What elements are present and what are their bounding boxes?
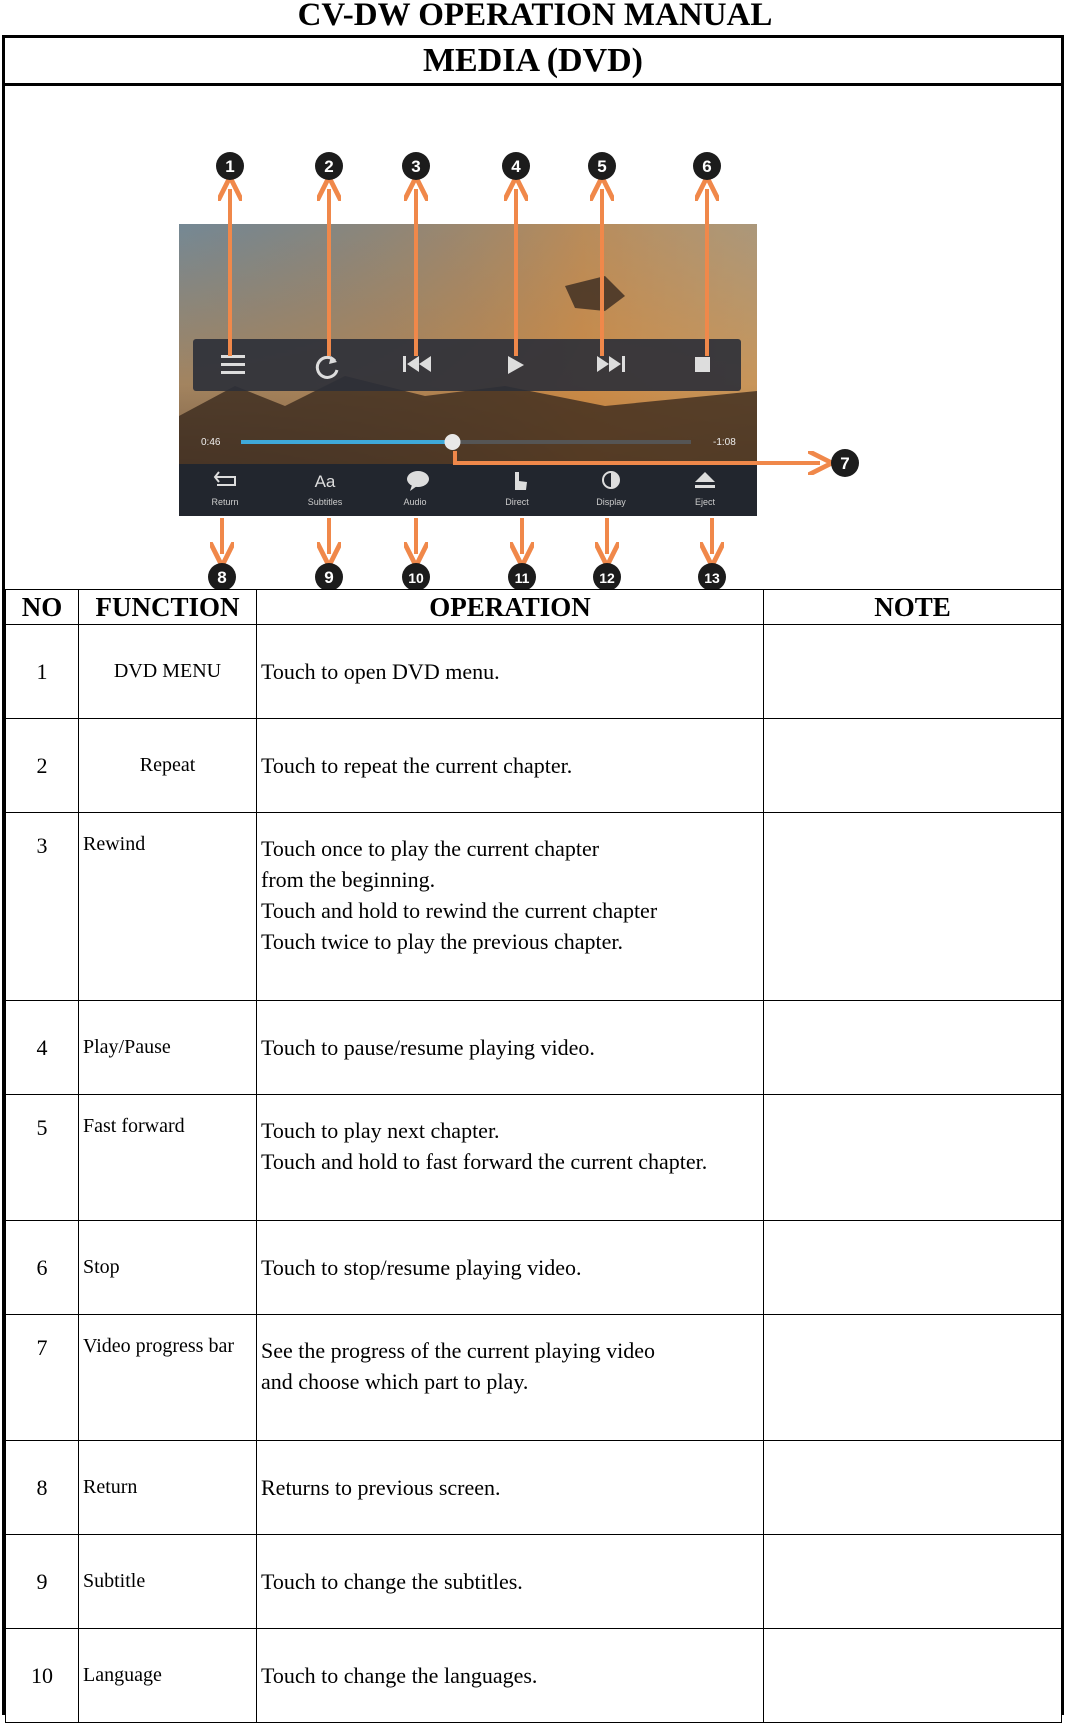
operation-line: Touch to change the subtitles.: [261, 1569, 523, 1594]
badge-4: 4: [511, 157, 521, 176]
operation-line: Touch once to play the current chapter: [261, 836, 600, 861]
row-operation: [257, 1315, 764, 1441]
row-note: [764, 719, 1062, 813]
audio-label: Audio: [403, 497, 427, 507]
row-function: Play/Pause: [79, 1001, 257, 1095]
badge-12: 12: [599, 570, 615, 586]
badge-10: 10: [408, 570, 424, 586]
operation-line: Touch to pause/resume playing video.: [261, 1035, 595, 1060]
table-row: [6, 1441, 1062, 1535]
playback-control-bar: [193, 339, 741, 391]
row-no: 7: [6, 1315, 79, 1441]
progress-knob[interactable]: [445, 434, 461, 450]
row-note: [764, 1095, 1062, 1221]
progress-fill: [241, 440, 453, 444]
figure-svg: [5, 86, 1067, 590]
operation-line: Touch twice to play the previous chapter.: [261, 929, 623, 954]
operation-line: Touch to play next chapter.: [261, 1118, 500, 1143]
row-note: [764, 813, 1062, 1001]
row-no: 10: [6, 1629, 79, 1723]
function-bar: [179, 464, 757, 516]
header-no: NO: [6, 590, 79, 625]
eject-label: Eject: [694, 497, 716, 507]
row-function: Subtitle: [79, 1535, 257, 1629]
table-row: [6, 719, 1062, 813]
return-label: Return: [211, 497, 239, 507]
row-function: Return: [79, 1441, 257, 1535]
dvd-screen-figure: [5, 86, 1061, 590]
row-function: Rewind: [79, 813, 257, 1001]
row-no: 4: [6, 1001, 79, 1095]
operation-line: Touch to open DVD menu.: [261, 659, 500, 684]
manual-sheet: [2, 35, 1064, 1715]
operation-line: Touch to change the languages.: [261, 1663, 538, 1688]
header-note: NOTE: [764, 590, 1062, 625]
row-function: DVD MENU: [79, 625, 257, 719]
function-table-wrapper: [5, 589, 1061, 1723]
table-header-row: [6, 590, 1062, 625]
row-no: 1: [6, 625, 79, 719]
row-no: 5: [6, 1095, 79, 1221]
row-function: Stop: [79, 1221, 257, 1315]
badge-1: 1: [225, 157, 235, 176]
row-operation: [257, 1221, 764, 1315]
document-title: CV-DW OPERATION MANUAL: [297, 0, 773, 33]
row-operation: [257, 1001, 764, 1095]
operation-line: Touch and hold to rewind the current chapter: [261, 898, 658, 923]
row-operation: [257, 813, 764, 1001]
badge-13: 13: [704, 570, 720, 586]
table-row: [6, 1095, 1062, 1221]
table-row: [6, 625, 1062, 719]
row-operation: [257, 1441, 764, 1535]
table-row: [6, 1629, 1062, 1723]
operation-line: from the beginning.: [261, 867, 436, 892]
row-operation: [257, 625, 764, 719]
row-function: Repeat: [79, 719, 257, 813]
row-note: [764, 1315, 1062, 1441]
function-table: [5, 589, 1062, 1723]
table-row: [6, 1001, 1062, 1095]
row-function: Language: [79, 1629, 257, 1723]
table-row: [6, 1221, 1062, 1315]
row-note: [764, 1629, 1062, 1723]
row-function: Video progress bar: [79, 1315, 257, 1441]
badge-3: 3: [411, 157, 421, 176]
operation-line: Returns to previous screen.: [261, 1475, 501, 1500]
badge-8: 8: [217, 568, 227, 587]
operation-line: Touch to repeat the current chapter.: [261, 753, 573, 778]
row-note: [764, 1221, 1062, 1315]
badge-6: 6: [702, 157, 712, 176]
operation-line: Touch to stop/resume playing video.: [261, 1255, 582, 1280]
header-operation: OPERATION: [257, 590, 764, 625]
row-note: [764, 1001, 1062, 1095]
remaining-time: -1:08: [713, 437, 736, 448]
badge-11: 11: [514, 570, 530, 586]
operation-line: Touch and hold to fast forward the current chapter.: [261, 1149, 708, 1174]
subtitles-label: Subtitles: [307, 497, 343, 507]
badge-9: 9: [324, 568, 334, 587]
row-operation: [257, 1095, 764, 1221]
table-row: [6, 1315, 1062, 1441]
row-no: 9: [6, 1535, 79, 1629]
operation-line: and choose which part to play.: [261, 1369, 529, 1394]
badge-5: 5: [597, 157, 607, 176]
header-function: FUNCTION: [79, 590, 257, 625]
row-note: [764, 1441, 1062, 1535]
bottom-callout-arrows: [222, 518, 712, 554]
row-note: [764, 625, 1062, 719]
row-operation: [257, 1535, 764, 1629]
stop-icon[interactable]: [695, 357, 710, 372]
operation-line: See the progress of the current playing video: [261, 1338, 656, 1363]
badge-2: 2: [324, 157, 334, 176]
display-label: Display: [596, 497, 626, 507]
direct-label: Direct: [505, 497, 529, 507]
row-no: 6: [6, 1221, 79, 1315]
section-title: MEDIA (DVD): [5, 38, 1061, 86]
row-operation: [257, 719, 764, 813]
row-note: [764, 1535, 1062, 1629]
row-no: 8: [6, 1441, 79, 1535]
row-no: 3: [6, 813, 79, 1001]
menu-icon[interactable]: [221, 355, 245, 374]
badge-7: 7: [840, 454, 850, 473]
row-no: 2: [6, 719, 79, 813]
row-operation: [257, 1629, 764, 1723]
table-row: [6, 1535, 1062, 1629]
table-row: [6, 813, 1062, 1001]
elapsed-time: 0:46: [201, 437, 221, 448]
subtitles-icon[interactable]: Aa: [314, 472, 336, 491]
row-function: Fast forward: [79, 1095, 257, 1221]
